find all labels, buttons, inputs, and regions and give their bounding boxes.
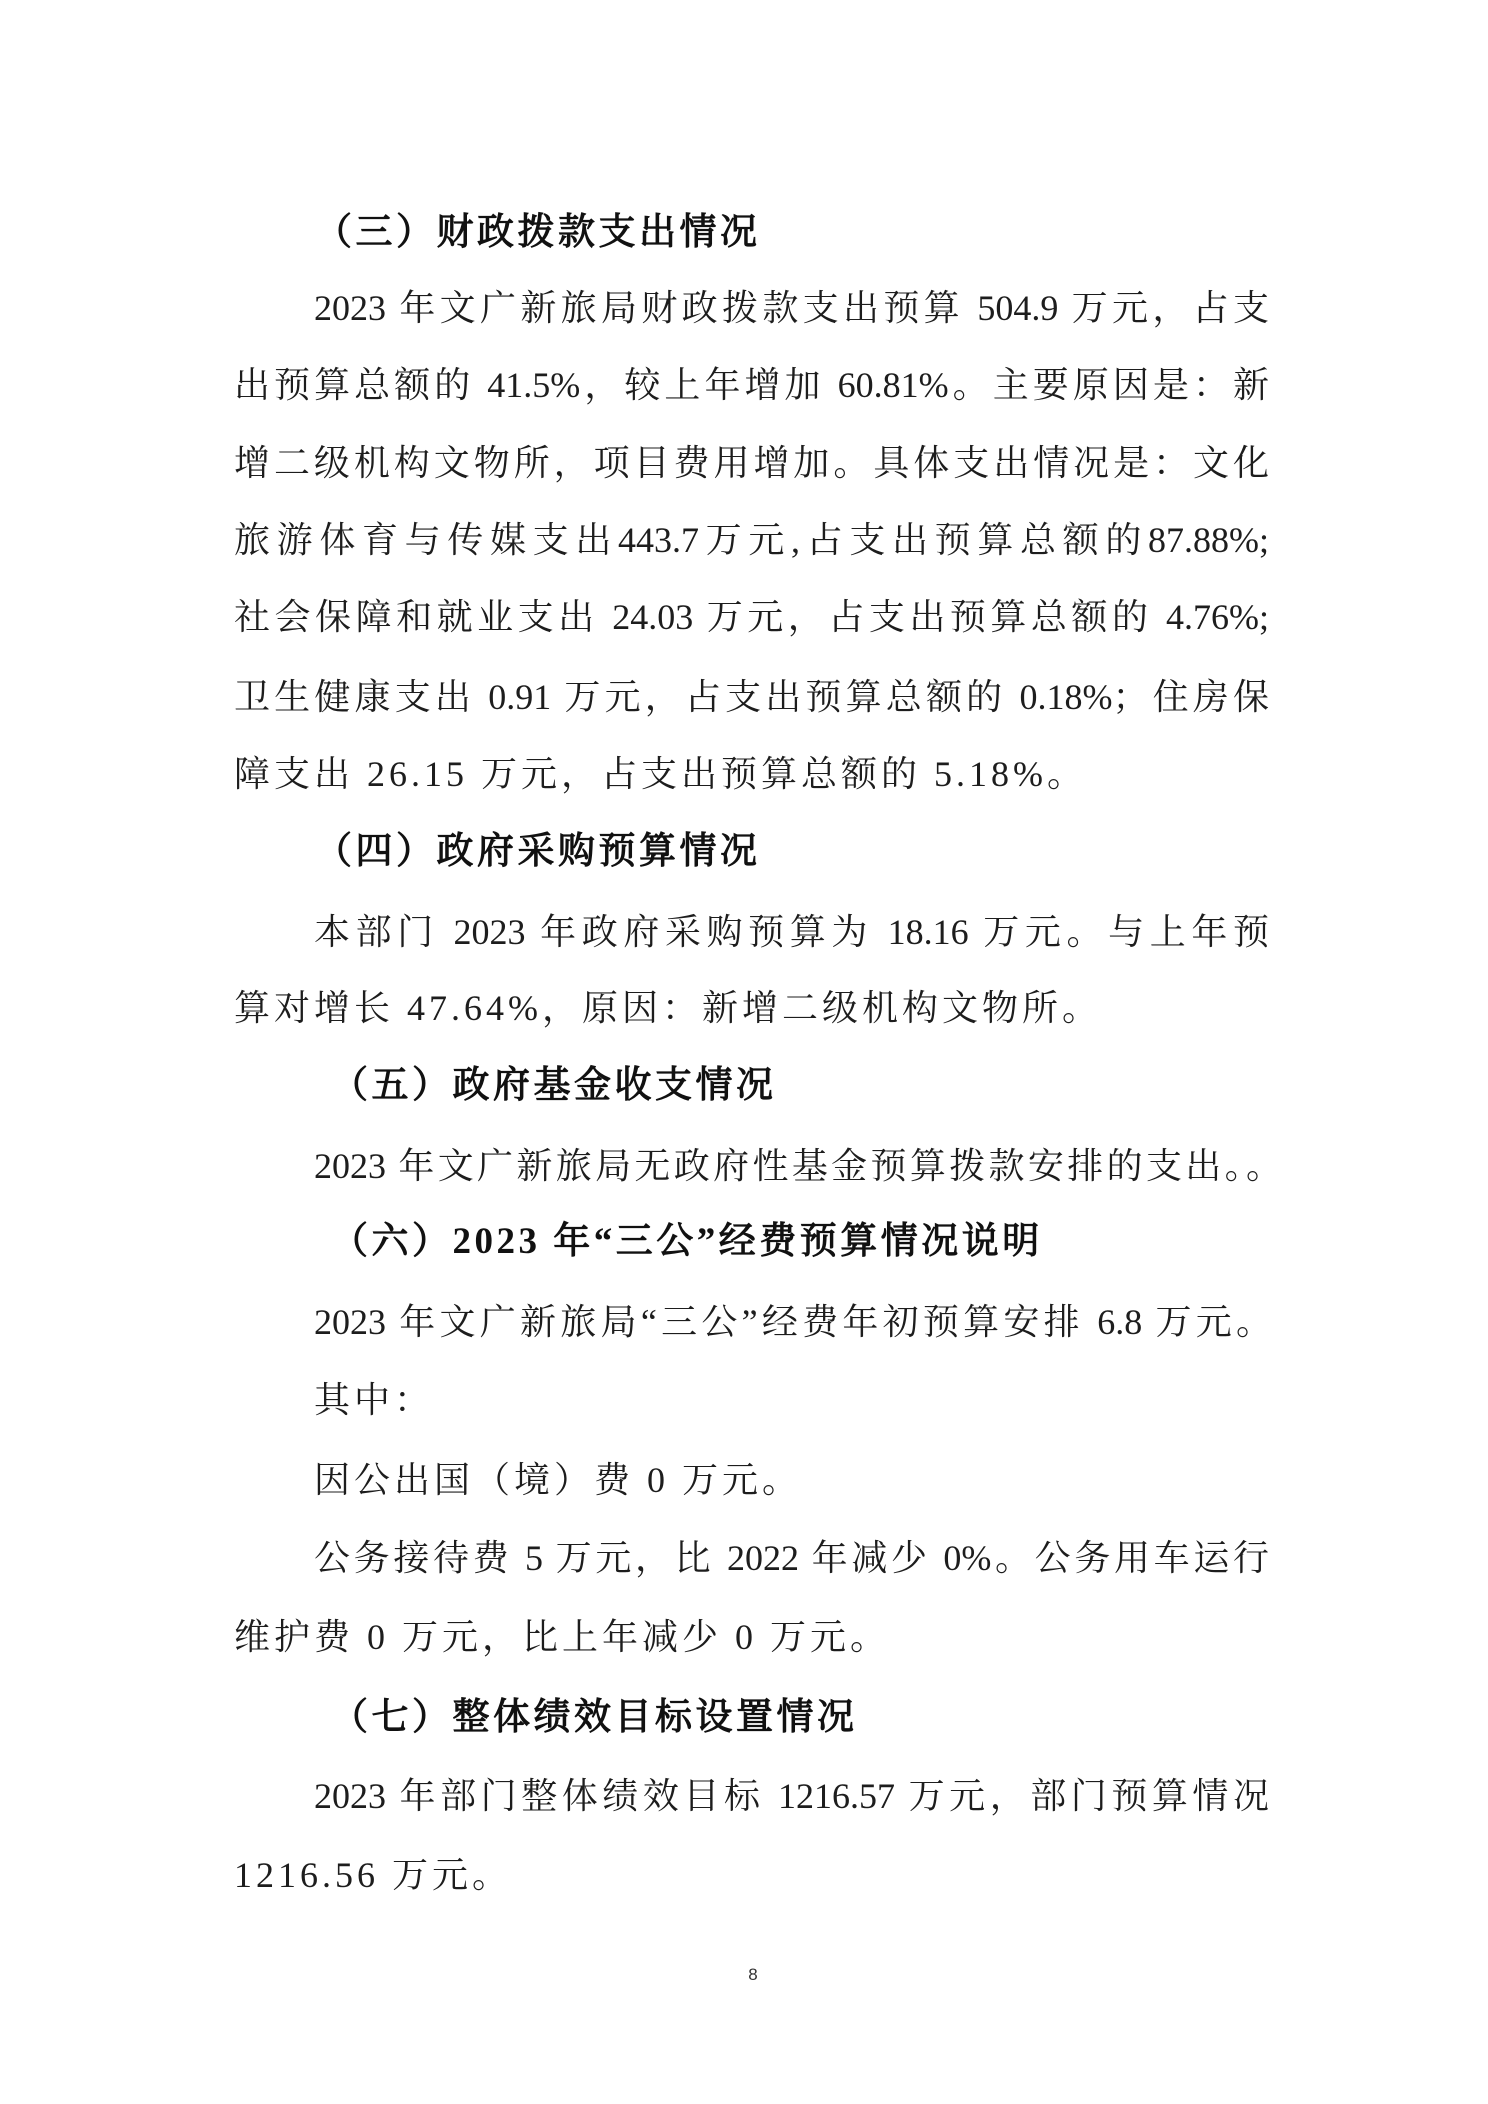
paragraph-line: 因公出国（境）费 0 万元。 [314,1460,803,1500]
paragraph-line: 障支出 26.15 万元，占支出预算总额的 5.18%。 [234,754,1087,794]
paragraph-line: 社会保障和就业支出 24.03 万元，占支出预算总额的 4.76%; [234,597,1269,637]
paragraph-line: 出预算总额的 41.5%，较上年增加 60.81%。主要原因是：新 [234,365,1269,405]
section-heading: （三）财政拨款支出情况 [315,212,761,253]
paragraph-line: 本部门 2023 年政府采购预算为 18.16 万元。与上年预 [314,912,1269,952]
section-heading: （六）2023 年“三公”经费预算情况说明 [331,1221,1043,1262]
page-number: 8 [748,1965,758,1984]
paragraph-line: 卫生健康支出 0.91 万元，占支出预算总额的 0.18%；住房保 [234,677,1269,717]
section-heading: （七）整体绩效目标设置情况 [331,1697,858,1738]
section-heading: （五）政府基金收支情况 [331,1065,777,1106]
paragraph-line: 算对增长 47.64%，原因：新增二级机构文物所。 [234,988,1102,1028]
paragraph-line: 1216.56 万元。 [234,1855,513,1895]
paragraph-line: 2023 年文广新旅局“三公”经费年初预算安排 6.8 万元。 [314,1302,1272,1342]
paragraph-line: 2023 年文广新旅局无政府性基金预算拨款安排的支出。。 [314,1146,1282,1186]
paragraph-line: 维护费 0 万元，比上年减少 0 万元。 [234,1617,891,1657]
paragraph-line: 增二级机构文物所，项目费用增加。具体支出情况是：文化 [234,443,1269,483]
paragraph-line: 2023 年部门整体绩效目标 1216.57 万元，部门预算情况 [314,1776,1269,1816]
paragraph-line: 2023 年文广新旅局财政拨款支出预算 504.9 万元，占支 [314,288,1269,328]
paragraph-line: 其中： [314,1380,435,1420]
paragraph-line: 公务接待费 5 万元，比 2022 年减少 0%。公务用车运行 [314,1538,1269,1578]
section-heading: （四）政府采购预算情况 [315,831,761,872]
paragraph-line: 旅游体育与传媒支出443.7万元,占支出预算总额的87.88%; [234,520,1269,560]
